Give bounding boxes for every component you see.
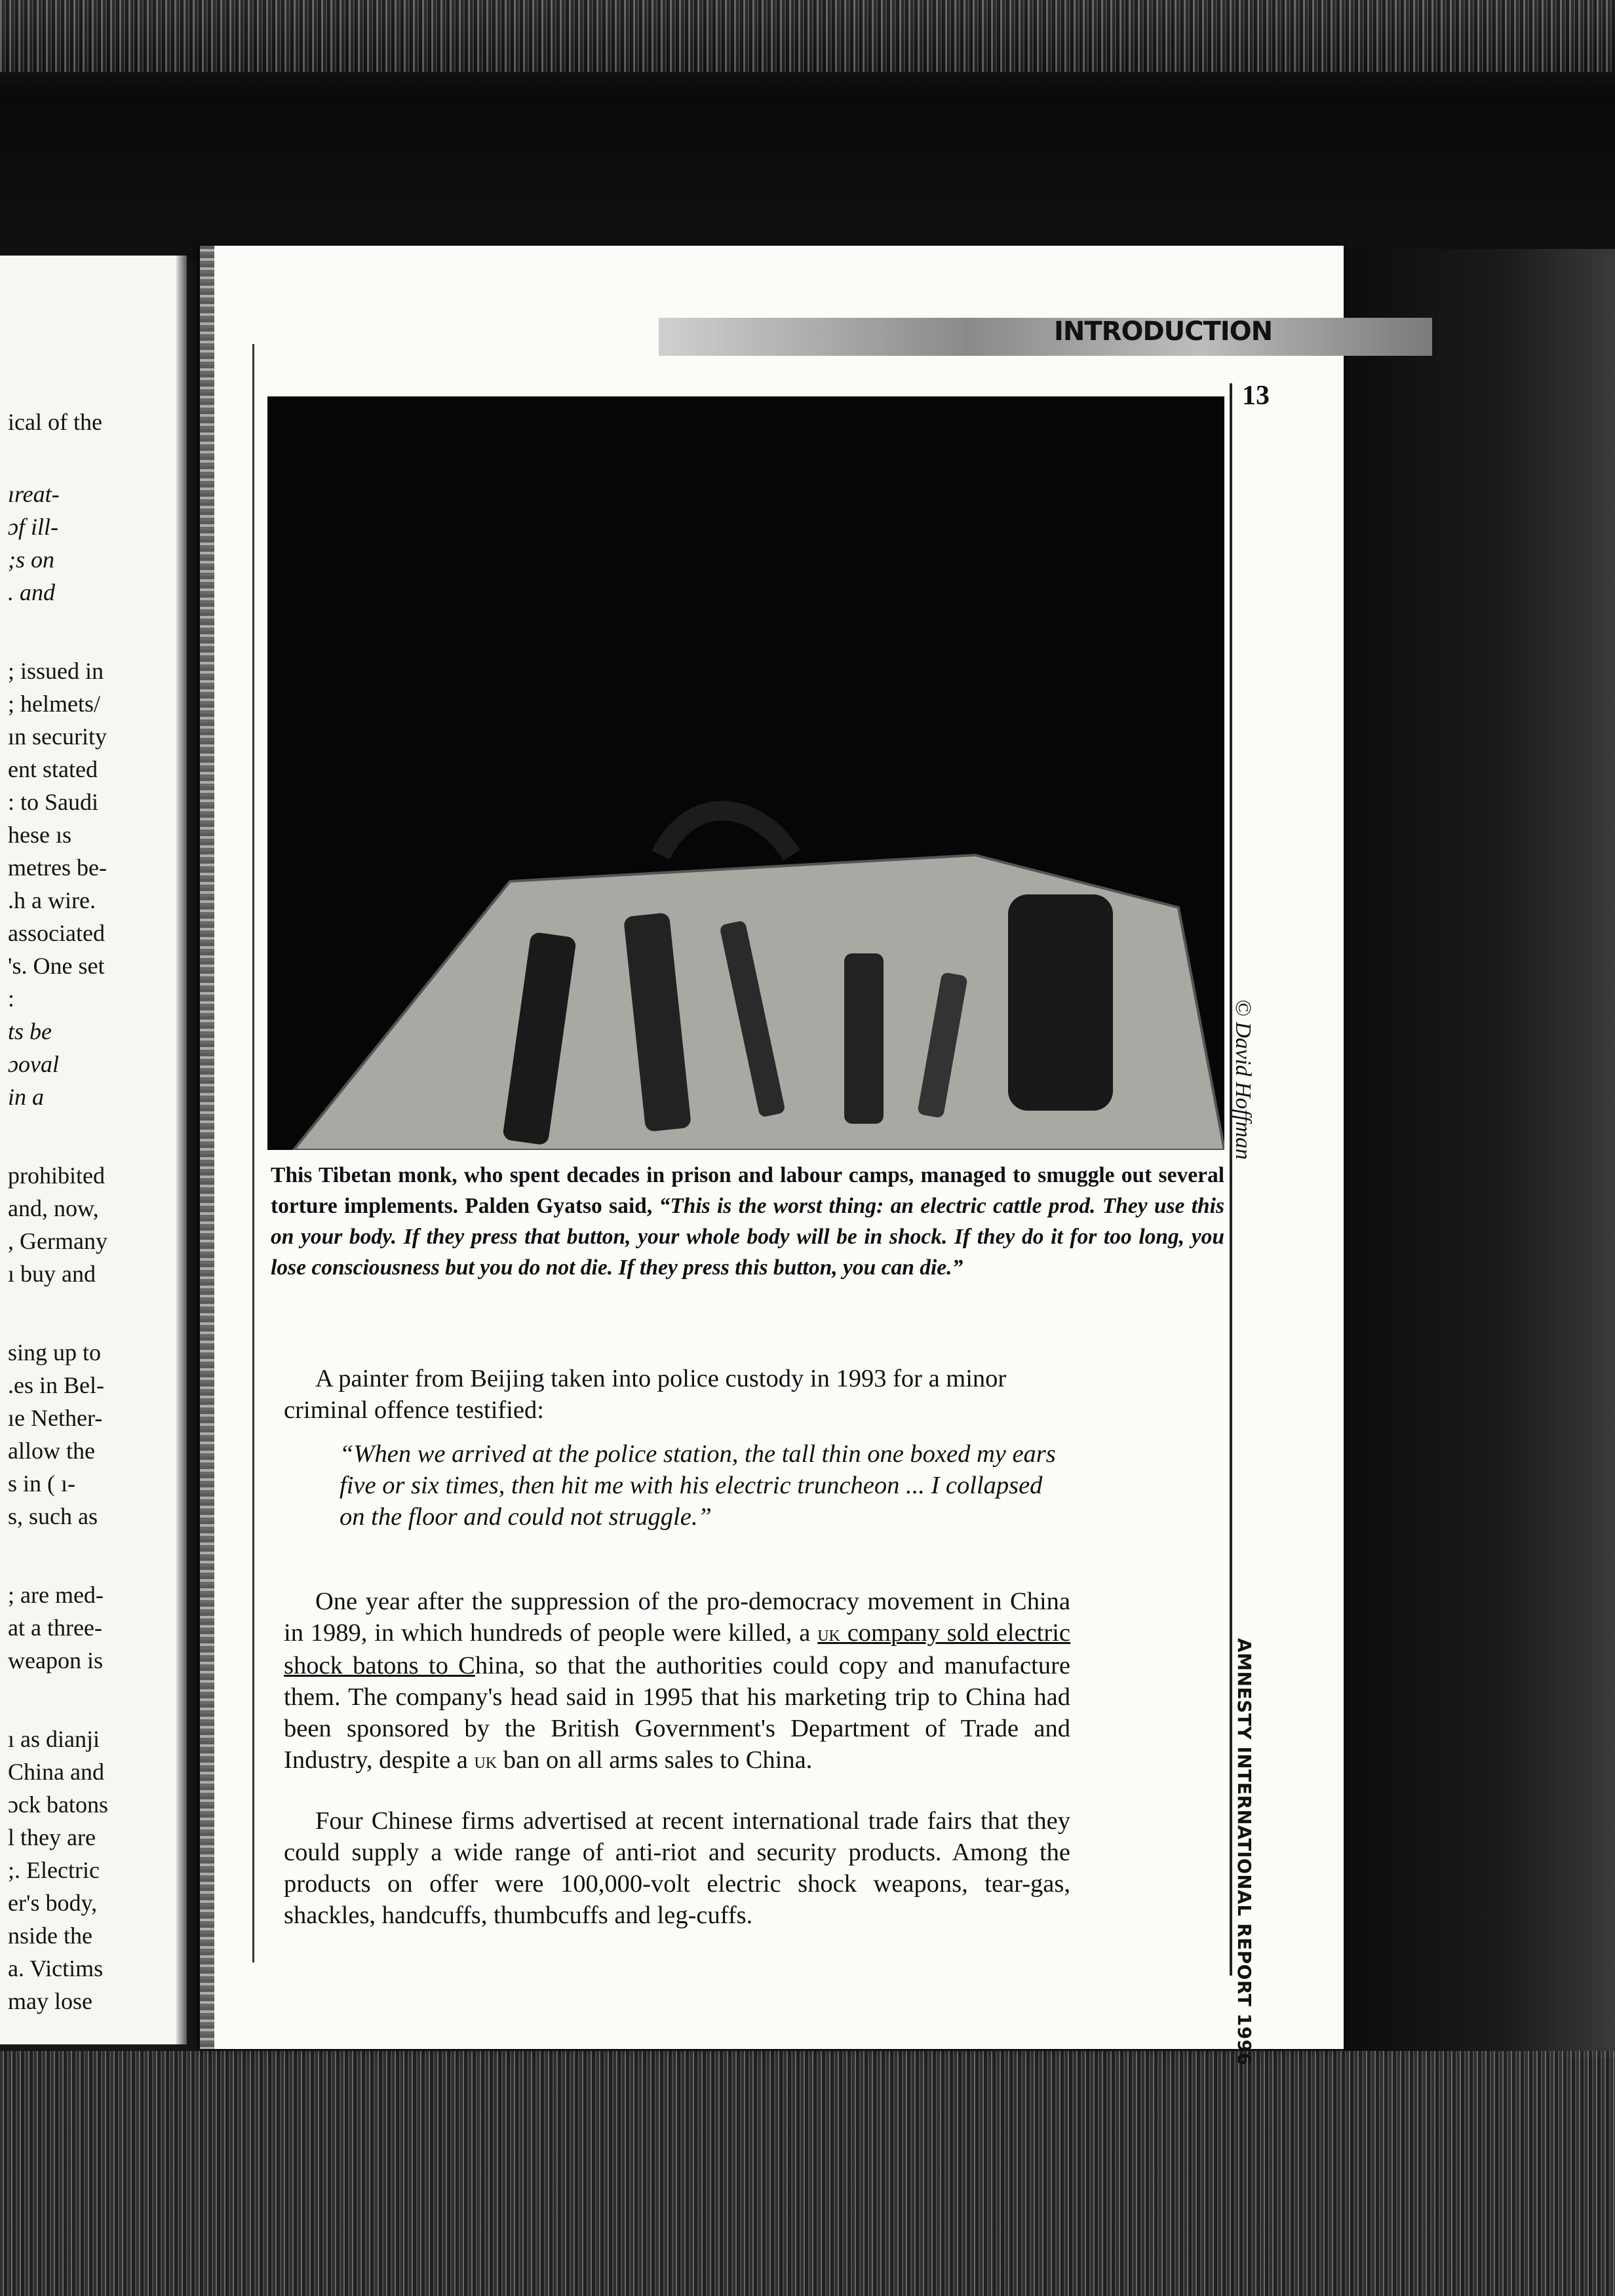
facing-page-line: ɔoval: [8, 1051, 59, 1077]
scan-right-border: [1344, 249, 1615, 2057]
left-column-rule: [252, 344, 254, 1962]
facing-page-line: ; helmets/: [8, 691, 100, 717]
facing-page-line: , Germany: [8, 1228, 107, 1254]
scan-bottom-border: [0, 2051, 1615, 2296]
facing-page-line: prohibited: [8, 1162, 105, 1189]
facing-page-line: and, now,: [8, 1195, 99, 1221]
facing-page-line: associated: [8, 920, 105, 946]
p2-uk-abbrev-2: uk: [474, 1749, 497, 1773]
facing-page-line: ıreat-: [8, 481, 60, 507]
facing-page-line: weapon is: [8, 1647, 103, 1674]
facing-page-line: 's. One set: [8, 953, 105, 979]
p2-underlined: company sold electric shock batons to C: [284, 1619, 1070, 1679]
facing-page-line: China and: [8, 1759, 104, 1785]
running-footer: AMNESTY INTERNATIONAL REPORT 1996: [1234, 1638, 1255, 2066]
main-page: [200, 246, 1344, 2066]
facing-page-line: ɔf ill-: [8, 514, 58, 540]
photo-caption: [271, 1160, 1224, 1283]
facing-page-line: ical of the: [8, 409, 102, 435]
p2-text-a: One year after the suppression of the pro-democracy movement in China in 1989, in which hundreds of people were killed, a: [284, 1588, 1070, 1647]
facing-page-line: ɔck batons: [8, 1791, 108, 1818]
facing-page-line: l they are: [8, 1824, 96, 1850]
facing-page-line: s in ( ı-: [8, 1470, 75, 1497]
facing-page-line: nside the: [8, 1923, 92, 1949]
p2-uk-abbrev: uk: [817, 1622, 840, 1646]
paragraph-chinese-firms: Four Chinese firms advertised at recent international trade fairs that they could supply a wide range of anti-riot and security products. Among the products on offer were 100,000-volt electric shock weapons, tear-gas, shackles, handcuffs, thumbcuffs and leg-cuffs.: [284, 1807, 1070, 1929]
margin-rule: [1230, 383, 1232, 1976]
facing-page-line: ; issued in: [8, 658, 104, 684]
facing-page-line: a. Victims: [8, 1955, 104, 1981]
photo-torture-implements: [267, 396, 1224, 1150]
facing-page-line: at a three-: [8, 1615, 102, 1641]
photo-credit: © David Hoffman: [1231, 999, 1255, 1160]
facing-page-line: ; are med-: [8, 1582, 104, 1608]
facing-page-line: in a: [8, 1084, 45, 1110]
facing-page-line: ;. Electric: [8, 1857, 100, 1883]
scan-top-border: [0, 0, 1615, 262]
facing-page-line: metres be-: [8, 854, 107, 881]
p2-text-b: hina, so that the authorities could copy and manufacture them. The company's head said in 1995 that his marketing trip to China had been sponsored by the British Government's Department of Trade and Industry, despite a: [284, 1652, 1070, 1774]
testimony-quote: “When we arrived at the police station, the tall thin one boxed my ears five or six times, then hit me with his electric truncheon ... I collapsed on the floor and could not struggle.”: [340, 1440, 1056, 1531]
page-number: 13: [1242, 381, 1270, 411]
facing-page-line: . and: [8, 579, 55, 605]
facing-page-line: ts be: [8, 1018, 52, 1044]
page-gutter: [176, 256, 187, 2044]
facing-page-line: :: [8, 985, 15, 1012]
facing-page-line: ıe Nether-: [8, 1405, 103, 1431]
facing-page-line: may lose: [8, 1988, 92, 2014]
facing-page-line: ı buy and: [8, 1261, 96, 1287]
facing-page-line: : to Saudi: [8, 789, 99, 815]
facing-page-line: sing up to: [8, 1339, 102, 1366]
facing-page-line: allow the: [8, 1438, 95, 1464]
binding-spine: [200, 246, 214, 2049]
paragraph-painter: A painter from Beijing taken into police custody in 1993 for a minor criminal offence testified:: [284, 1365, 1007, 1424]
facing-page-line: .es in Bel-: [8, 1372, 104, 1398]
photo-illustration: [267, 396, 1224, 1150]
facing-page-line: ın security: [8, 723, 107, 750]
section-title: INTRODUCTION: [1054, 316, 1273, 347]
facing-page-line: .h a wire.: [8, 887, 96, 913]
facing-page-line: er's body,: [8, 1890, 98, 1916]
caption-lead: This Tibetan monk, who spent decades in prison and labour camps, managed to smuggle out several torture implements. Palden Gyatso said,: [271, 1163, 1224, 1218]
p2-text-c: ban on all arms sales to China.: [497, 1746, 813, 1774]
facing-page-line: ent stated: [8, 756, 98, 782]
facing-page-line: s, such as: [8, 1503, 98, 1529]
caption-quote: “This is the worst thing: an electric cattle prod. They use this on your body. If they press that button, your whole body will be in shock. If they do it for too long, you lose consciousness but you do not die. If they press this button, you can die.”: [271, 1194, 1224, 1280]
facing-page-line: hese ıs: [8, 822, 71, 848]
header-band: [659, 318, 1432, 356]
scan-noise: [0, 0, 1615, 72]
facing-page-line: ı as dianji: [8, 1726, 100, 1752]
facing-page-fragment: [0, 256, 187, 2044]
facing-page-line: ;s on: [8, 546, 54, 573]
paragraph-uk-company: [284, 1586, 1070, 1777]
